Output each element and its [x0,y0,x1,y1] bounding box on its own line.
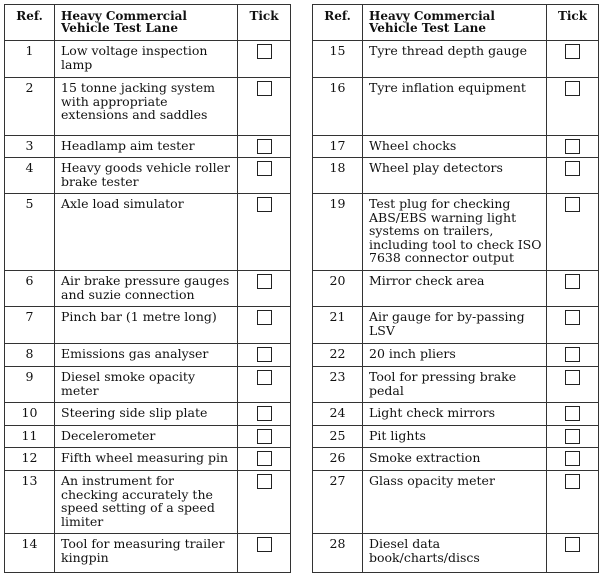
row-equipment-name: Axle load simulator [55,194,238,271]
row-equipment-name: Tyre thread depth gauge [363,41,547,78]
row-tick-cell [547,78,599,136]
table-row [313,471,599,534]
row-equipment-name: Diesel data book/charts/discs [363,534,547,573]
row-tick-cell [238,194,291,271]
tick-checkbox[interactable] [565,310,580,325]
tick-checkbox[interactable] [257,347,272,362]
table-row [5,344,291,367]
tick-checkbox[interactable] [565,44,580,59]
row-ref: 23 [313,367,363,403]
row-ref: 1 [5,41,55,78]
row-equipment-name: Tyre inflation equipment [363,78,547,136]
table-row [313,158,599,194]
row-ref: 8 [5,344,55,367]
table-row [313,534,599,573]
tick-checkbox[interactable] [257,537,272,552]
row-ref: 4 [5,158,55,194]
header-ref: Ref. [5,5,55,41]
tick-checkbox[interactable] [565,474,580,489]
header-ref: Ref. [313,5,363,41]
table-row [313,426,599,448]
table-row [5,471,291,534]
row-ref: 3 [5,136,55,158]
row-equipment-name: Air brake pressure gauges and suzie connection [55,271,238,307]
tick-checkbox[interactable] [257,81,272,96]
row-tick-cell [547,136,599,158]
row-tick-cell [238,158,291,194]
row-ref: 27 [313,471,363,534]
row-ref: 12 [5,448,55,471]
tick-checkbox[interactable] [565,347,580,362]
row-ref: 25 [313,426,363,448]
row-tick-cell [238,307,291,344]
row-ref: 20 [313,271,363,307]
row-tick-cell [547,471,599,534]
row-equipment-name: Light check mirrors [363,403,547,426]
row-ref: 22 [313,344,363,367]
row-ref: 26 [313,448,363,471]
tick-checkbox[interactable] [565,406,580,421]
row-tick-cell [547,344,599,367]
row-equipment-name: Mirror check area [363,271,547,307]
table-row [313,344,599,367]
table-row [5,194,291,271]
row-tick-cell [238,448,291,471]
table-row [5,271,291,307]
row-tick-cell [238,471,291,534]
row-equipment-name: Test plug for checking ABS/EBS warning light systems on trailers, including tool to check ISO 7638 connector output [363,194,547,271]
row-equipment-name: 20 inch pliers [363,344,547,367]
row-equipment-name: Smoke extraction [363,448,547,471]
row-tick-cell [547,534,599,573]
header-row [313,5,599,41]
row-tick-cell [547,158,599,194]
table-row [313,367,599,403]
row-tick-cell [238,426,291,448]
row-ref: 6 [5,271,55,307]
row-tick-cell [238,403,291,426]
tick-checkbox[interactable] [565,429,580,444]
tick-checkbox[interactable] [257,370,272,385]
table-row [313,136,599,158]
row-equipment-name: Wheel play detectors [363,158,547,194]
table-row [313,78,599,136]
row-ref: 19 [313,194,363,271]
row-equipment-name: Pit lights [363,426,547,448]
row-equipment-name: Pinch bar (1 metre long) [55,307,238,344]
tick-checkbox[interactable] [565,370,580,385]
row-equipment-name: Heavy goods vehicle roller brake tester [55,158,238,194]
row-equipment-name: Diesel smoke opacity meter [55,367,238,403]
row-equipment-name: Decelerometer [55,426,238,448]
header-row [5,5,291,41]
tick-checkbox[interactable] [257,474,272,489]
table-row [5,41,291,78]
table-row [313,194,599,271]
table-row [5,403,291,426]
table-row [313,41,599,78]
row-equipment-name: Headlamp aim tester [55,136,238,158]
header-name-line2: Vehicle Test Lane [61,21,179,35]
row-ref: 18 [313,158,363,194]
row-tick-cell [547,41,599,78]
header-tick: Tick [547,5,599,41]
tick-checkbox[interactable] [257,197,272,212]
row-equipment-name: 15 tonne jacking system with appropriate extensions and saddles [55,78,238,136]
row-tick-cell [238,136,291,158]
row-tick-cell [238,78,291,136]
row-equipment-name: Glass opacity meter [363,471,547,534]
tick-checkbox[interactable] [565,81,580,96]
row-equipment-name: An instrument for checking accurately the speed setting of a speed limiter [55,471,238,534]
tick-checkbox[interactable] [257,451,272,466]
header-name-line1: Heavy Commercial [369,9,495,23]
row-tick-cell [547,367,599,403]
tick-checkbox[interactable] [257,429,272,444]
tick-checkbox[interactable] [257,406,272,421]
tick-checkbox[interactable] [257,161,272,176]
row-ref: 15 [313,41,363,78]
table-row [313,403,599,426]
table-row [5,136,291,158]
row-equipment-name: Low voltage inspection lamp [55,41,238,78]
row-ref: 9 [5,367,55,403]
row-ref: 14 [5,534,55,573]
row-equipment-name: Air gauge for by-passing LSV [363,307,547,344]
tick-checkbox[interactable] [565,451,580,466]
table-row [5,367,291,403]
tick-checkbox[interactable] [257,44,272,59]
table-row [313,448,599,471]
row-ref: 5 [5,194,55,271]
tick-checkbox[interactable] [565,537,580,552]
row-tick-cell [547,403,599,426]
row-equipment-name: Tool for pressing brake pedal [363,367,547,403]
row-ref: 7 [5,307,55,344]
row-ref: 21 [313,307,363,344]
row-tick-cell [547,448,599,471]
row-ref: 2 [5,78,55,136]
row-tick-cell [238,41,291,78]
equipment-table-left [4,4,291,573]
row-equipment-name: Wheel chocks [363,136,547,158]
row-tick-cell [547,307,599,344]
header-name-line2: Vehicle Test Lane [369,21,487,35]
header-tick: Tick [238,5,291,41]
row-tick-cell [547,271,599,307]
row-tick-cell [547,426,599,448]
row-tick-cell [238,534,291,573]
row-tick-cell [238,344,291,367]
row-ref: 24 [313,403,363,426]
table-row [5,448,291,471]
tick-checkbox[interactable] [565,161,580,176]
table-row [5,534,291,573]
header-name [55,5,238,41]
row-ref: 17 [313,136,363,158]
table-row [5,307,291,344]
table-row [5,158,291,194]
tick-checkbox[interactable] [565,274,580,289]
row-ref: 13 [5,471,55,534]
row-equipment-name: Emissions gas analyser [55,344,238,367]
row-tick-cell [238,271,291,307]
tick-checkbox[interactable] [565,139,580,154]
row-equipment-name: Tool for measuring trailer kingpin [55,534,238,573]
tick-checkbox[interactable] [257,139,272,154]
row-tick-cell [238,367,291,403]
row-tick-cell [547,194,599,271]
tick-checkbox[interactable] [565,197,580,212]
row-equipment-name: Fifth wheel measuring pin [55,448,238,471]
table-row [313,307,599,344]
header-name [363,5,547,41]
table-row [313,271,599,307]
tick-checkbox[interactable] [257,274,272,289]
row-ref: 10 [5,403,55,426]
row-equipment-name: Steering side slip plate [55,403,238,426]
tick-checkbox[interactable] [257,310,272,325]
table-row [5,426,291,448]
row-ref: 28 [313,534,363,573]
table-row [5,78,291,136]
row-ref: 16 [313,78,363,136]
row-ref: 11 [5,426,55,448]
header-name-line1: Heavy Commercial [61,9,187,23]
equipment-table-right [312,4,599,573]
